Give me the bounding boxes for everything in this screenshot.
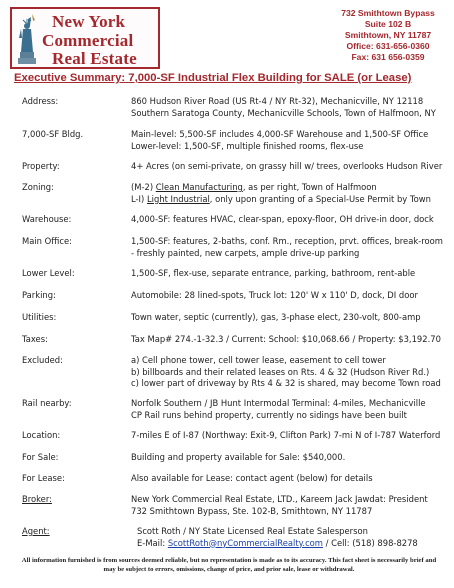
row-value <box>131 398 449 421</box>
agent-contact-line <box>137 538 454 550</box>
row-line: 732 Smithtown Bypass, Ste. 102-B, Smithtown, NY 11787 <box>131 505 373 516</box>
zoning-text: , as per right, Town of Halfmoon <box>242 182 377 192</box>
logo-line-1: New York <box>52 12 126 31</box>
row-line: 4,000-SF: features HVAC, clear-span, epoxy-floor, OH drive-in door, dock <box>131 214 434 224</box>
row-label: Rail nearby: <box>22 398 72 408</box>
row-line: 860 Hudson River Road (US Rt-4 / NY Rt-32), Mechanicville, NY 12118 <box>131 96 424 106</box>
row-line: Automobile: 28 lined-spots, Truck lot: 120' W x 110' D, dock, DI door <box>131 290 418 300</box>
agent-email-link[interactable]: ScottRoth@nyCommercialRealty.com <box>167 537 323 548</box>
zoning-link-clean-manufacturing[interactable]: Clean Manufacturing <box>155 182 243 192</box>
row-line: Town water, septic (currently), gas, 3-phase elect, 230-volt, 800-amp <box>131 312 421 322</box>
row-line: c) lower part of driveway by Rts 4 & 32 is shared, may become Town road <box>131 378 441 389</box>
row-line: Main-level: 5,500-SF includes 4,000-SF Warehouse and 1,500-SF Office <box>131 129 429 139</box>
row-label: Property: <box>22 161 60 171</box>
disclaimer-line-2: may be subject to errors, omissions, change of price, and prior sale, lease or withdrawal. <box>103 566 355 573</box>
row-line: Southern Saratoga County, Mechanicville Schools, Town of Halfmoon, NY <box>131 107 436 118</box>
contact-block <box>334 8 442 63</box>
row-label: Broker: <box>22 494 52 504</box>
agent-cell: / Cell: (518) 898-8278 <box>322 537 418 548</box>
row-line: Norfolk Southern / JB Hunt Intermodal Terminal: 4-miles, Mechanicville <box>131 398 426 408</box>
statue-of-liberty-icon <box>17 12 41 66</box>
row-line: a) Cell phone tower, cell tower lease, easement to cell tower <box>131 355 386 365</box>
row-value <box>131 161 449 173</box>
row-line <box>131 182 449 194</box>
row-value <box>131 129 449 152</box>
company-logo <box>10 7 160 69</box>
row-label: Excluded: <box>22 355 63 365</box>
disclaimer-line-1: All information furnished is from sources deemed reliable, but no representation is made as to its accuracy. This fact sheet is necessarily brief and <box>21 557 437 564</box>
contact-address1: 732 Smithtown Bypass <box>341 8 435 18</box>
row-label: Taxes: <box>22 334 48 344</box>
row-value <box>131 473 449 485</box>
row-value <box>131 494 449 517</box>
row-value <box>131 236 449 259</box>
row-value <box>131 268 449 280</box>
row-line: CP Rail runs behind property, currently no sidings have been built <box>131 409 407 420</box>
row-value <box>131 430 449 442</box>
agent-line: Scott Roth / NY State Licensed Real Estate Salesperson <box>137 526 368 536</box>
row-line: - freshly painted, new carpets, ample drive-up parking <box>131 247 360 258</box>
row-value <box>131 214 449 226</box>
logo-line-3: Real Estate <box>52 49 137 68</box>
zoning-code-li: L-I) <box>131 193 147 204</box>
row-label: Address: <box>22 96 59 106</box>
row-label: Location: <box>22 430 61 440</box>
row-label: Agent: <box>22 526 50 536</box>
logo-line-2: Commercial <box>42 31 134 50</box>
contact-office-phone: Office: 631-656-0360 <box>346 41 430 51</box>
row-value <box>131 182 449 205</box>
row-line: 1,500-SF: features, 2-baths, conf. Rm., reception, prvt. offices, break-room <box>131 236 443 246</box>
row-line: 1,500-SF, flex-use, separate entrance, parking, bathroom, rent-able <box>131 268 416 278</box>
row-line: 7-miles E of I-87 (Northway: Exit-9, Clifton Park) 7-mi N of I-787 Waterford <box>131 430 441 440</box>
row-line: b) billboards and their related leases on Rts. 4 & 32 (Hudson River Rd.) <box>131 366 430 377</box>
row-label: Parking: <box>22 290 56 300</box>
row-label: Zoning: <box>22 182 54 192</box>
row-line: Tax Map# 274.-1-32.3 / Current: School: $10,068.66 / Property: $3,192.70 <box>131 334 441 344</box>
row-line: Lower-level: 1,500-SF, multiple finished rooms, flex-use <box>131 140 364 151</box>
row-label: Lower Level: <box>22 268 75 278</box>
row-line <box>131 194 449 206</box>
row-label: Utilities: <box>22 312 57 322</box>
contact-address2: Suite 102 B <box>364 19 412 29</box>
zoning-code-m2: (M-2) <box>131 182 156 192</box>
zoning-text: , only upon granting of a Special-Use Permit by Town <box>209 193 431 204</box>
contact-fax: Fax: 631 656-0359 <box>351 52 425 62</box>
title-colon: : <box>121 72 126 84</box>
row-label: Warehouse: <box>22 214 72 224</box>
row-label: For Lease: <box>22 473 65 483</box>
row-value <box>131 334 449 346</box>
row-label: For Sale: <box>22 452 59 462</box>
row-value <box>131 355 449 390</box>
disclaimer <box>14 556 444 574</box>
email-label: E-Mail: <box>137 537 168 548</box>
row-value <box>131 290 449 302</box>
row-value <box>131 312 449 324</box>
row-label: 7,000-SF Bldg. <box>22 129 84 139</box>
row-line: Building and property available for Sale: $540,000. <box>131 452 346 462</box>
title-main: 7,000-SF Industrial Flex Building for SALE (or Lease) <box>128 72 412 84</box>
title-prefix: Executive Summary <box>14 72 122 84</box>
row-value <box>131 96 449 119</box>
page-title <box>14 72 440 84</box>
row-label: Main Office: <box>22 236 72 246</box>
row-line: New York Commercial Real Estate, LTD., Kareem Jack Jawdat: President <box>131 494 428 504</box>
row-value <box>137 526 454 549</box>
zoning-link-light-industrial[interactable]: Light Industrial <box>146 193 210 204</box>
contact-city: Smithtown, NY 11787 <box>344 30 432 40</box>
row-value <box>131 452 449 464</box>
row-line: Also available for Lease: contact agent (below) for details <box>131 473 373 483</box>
row-line: 4+ Acres (on semi-private, on grassy hill w/ trees, overlooks Hudson River <box>131 161 443 171</box>
